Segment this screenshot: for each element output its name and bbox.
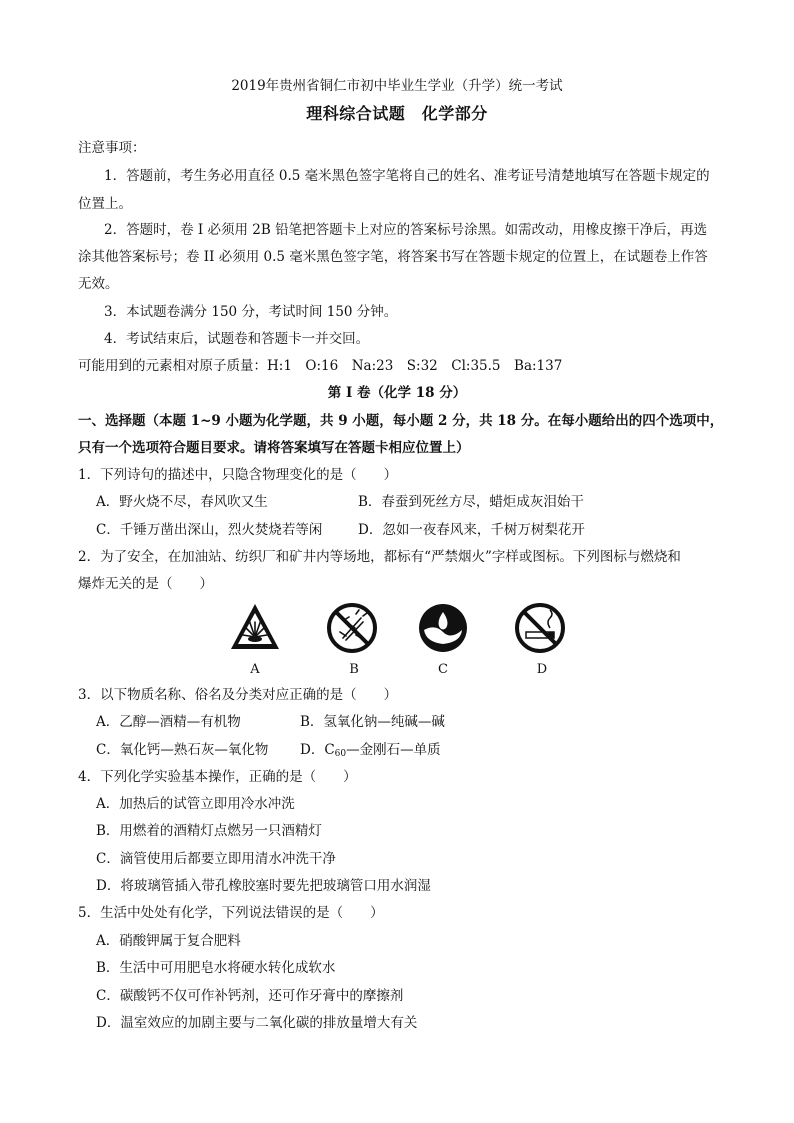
q4-option-a: A．加热后的试管立即用冷水冲洗 — [96, 796, 295, 812]
notes-heading: 注意事项： — [78, 140, 146, 156]
section-instruction-2: 只有一个选项符合题目要求。请将答案填写在答题卡相应位置上） — [78, 440, 470, 456]
q3-stem: 3．以下物质名称、俗名及分类对应正确的是（ ） — [78, 687, 398, 703]
q1-option-c: C．千锤万凿出深山，烈火焚烧若等闲 — [96, 522, 323, 538]
q3-option-d-suffix: —金刚石—单质 — [346, 742, 441, 758]
explosive-warning-icon — [229, 602, 281, 652]
q1-option-a: A．野火烧不尽，春风吹又生 — [96, 494, 268, 510]
water-saving-icon — [417, 602, 469, 654]
q5-stem: 5．生活中处处有化学，下列说法错误的是（ ） — [78, 905, 384, 921]
paper-title: 理科综合试题 化学部分 — [306, 104, 488, 123]
q2-stem-line-2: 爆炸无关的是（ ） — [78, 576, 213, 592]
q3-option-d — [300, 740, 441, 764]
no-fireworks-icon — [326, 602, 378, 654]
note-2-line-2: 涂其他答案标号；卷 II 必须用 0.5 毫米黑色签字笔，将答案书写在答题卡规定的位置上，在试题卷上作答 — [78, 249, 708, 265]
q4-stem: 4．下列化学实验基本操作，正确的是（ ） — [78, 769, 357, 785]
note-2-line-1: 2．答题时，卷 I 必须用 2B 铅笔把答题卡上对应的答案标号涂黑。如需改动，用橡皮擦干净后，再选 — [104, 222, 708, 238]
q5-option-a: A．硝酸钾属于复合肥料 — [96, 933, 241, 949]
q2-label-b: B — [349, 662, 359, 677]
atomic-masses: 可能用到的元素相对原子质量：H:1 O:16 Na:23 S:32 Cl:35.5 Ba:137 — [78, 358, 563, 374]
q2-stem-line-1: 2．为了安全，在加油站、纺织厂和矿井内等场地，都标有“严禁烟火”字样或图标。下列图标与燃烧和 — [78, 549, 681, 565]
q2-label-a: A — [250, 662, 260, 677]
q4-option-c: C．滴管使用后都要立即用清水冲洗干净 — [96, 851, 336, 867]
section-instruction-1: 一、选择题（本题 1~9 小题为化学题，共 9 小题，每小题 2 分，共 18 分。在每小题给出的四个选项中， — [78, 413, 724, 429]
q4-option-b: B．用燃着的酒精灯点燃另一只酒精灯 — [96, 823, 322, 839]
note-2-line-3: 无效。 — [78, 276, 119, 292]
q3-option-a: A．乙醇—酒精—有机物 — [96, 714, 241, 730]
q5-option-d: D．温室效应的加剧主要与二氧化碳的排放量增大有关 — [96, 1015, 418, 1031]
section-title: 第 I 卷（化学 18 分） — [327, 385, 467, 401]
q5-option-c: C．碳酸钙不仅可作补钙剂，还可作牙膏中的摩擦剂 — [96, 988, 404, 1004]
q4-option-d: D．将玻璃管插入带孔橡胶塞时要先把玻璃管口用水润湿 — [96, 878, 431, 894]
no-smoking-icon — [514, 602, 566, 654]
q1-option-d: D．忽如一夜春风来，千树万树梨花开 — [358, 522, 585, 538]
note-4: 4．考试结束后，试题卷和答题卡一并交回。 — [104, 331, 370, 347]
q2-label-c: C — [438, 662, 448, 677]
note-3: 3．本试题卷满分 150 分，考试时间 150 分钟。 — [104, 304, 398, 320]
note-1-line-2: 位置上。 — [78, 196, 132, 212]
q1-stem: 1．下列诗句的描述中，只隐含物理变化的是（ ） — [78, 467, 398, 483]
q3-option-d-subscript: 60 — [334, 749, 347, 759]
q1-option-b: B．春蚕到死丝方尽，蜡炬成灰泪始干 — [358, 494, 584, 510]
q3-option-d-prefix: D．C — [300, 742, 335, 758]
q3-option-c: C．氧化钙—熟石灰—氧化物 — [96, 742, 269, 758]
note-1-line-1: 1．答题前，考生务必用直径 0.5 毫米黑色签字笔将自己的姓名、准考证号清楚地填写在答题卡规定的 — [104, 168, 710, 184]
q5-option-b: B．生活中可用肥皂水将硬水转化成软水 — [96, 960, 336, 976]
q3-option-b: B．氢氧化钠—纯碱—碱 — [300, 714, 445, 730]
q2-label-d: D — [536, 662, 548, 677]
exam-title: 2019年贵州省铜仁市初中毕业生学业（升学）统一考试 — [231, 78, 563, 94]
